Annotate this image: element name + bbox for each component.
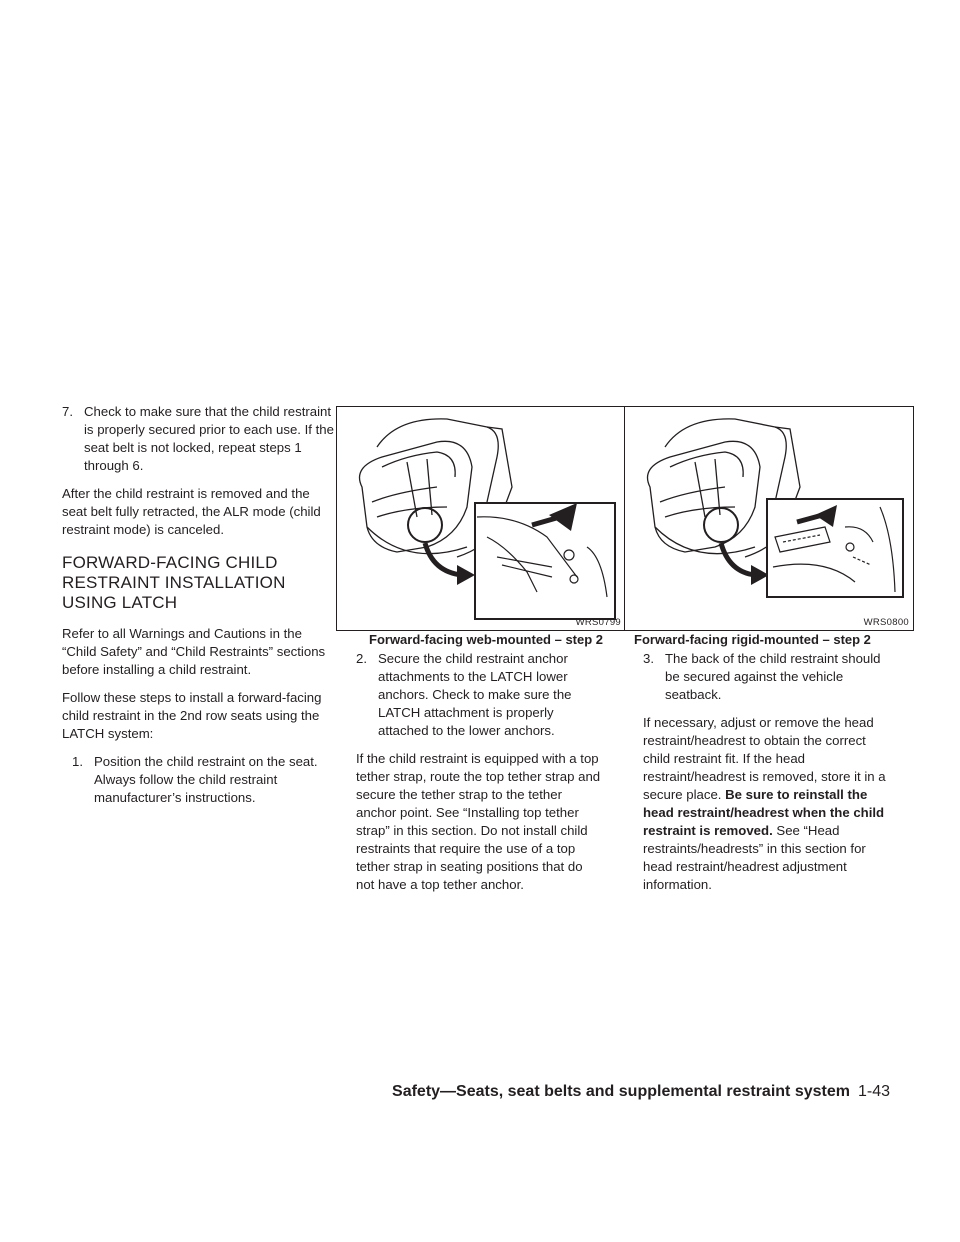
step-2-detail: If the child restraint is equipped with a top tether strap, route the top tether strap and secure the tether strap to the tether anchor point. See “Installing top tether strap” in this section. Do not install child restraints that require the use of a top tether strap in seating positions that do not have a top tether anchor. <box>356 751 601 892</box>
alr-paragraph: After the child restraint is removed and the seat belt fully retracted, the ALR mode (child restraint mode) is canceled. <box>62 486 321 537</box>
step-text: The back of the child restraint should be secured against the vehicle seatback. <box>665 651 881 702</box>
follow-paragraph: Follow these steps to install a forward-facing child restraint in the 2nd row seats using the LATCH system: <box>62 690 322 741</box>
step-3-detail <box>643 714 893 894</box>
step-number: 7. <box>62 404 73 419</box>
step-1 <box>72 753 338 807</box>
step-number: 3. <box>643 651 654 666</box>
page-footer <box>392 1083 890 1101</box>
right-column <box>643 650 893 904</box>
child-seat-illustration <box>625 407 913 629</box>
figure-web-mounted <box>336 406 626 631</box>
page-number: 1-43 <box>857 1083 890 1100</box>
refer-paragraph: Refer to all Warnings and Cautions in the “Child Safety” and “Child Restraints” sections before installing a child restraint. <box>62 626 326 677</box>
step-3-detail-b: See “Head restraints/headrests” in this section for head restraint/headrest adjustment information. <box>643 823 866 892</box>
middle-column <box>356 650 604 904</box>
figure-rigid-mounted <box>624 406 914 631</box>
step-text: Secure the child restraint anchor attachments to the LATCH lower anchors. Check to make sure the LATCH attachment is properly attached to the lower anchors. <box>378 651 572 738</box>
child-seat-illustration <box>337 407 625 629</box>
step-3 <box>643 650 893 704</box>
step-text: Check to make sure that the child restraint is properly secured prior to each use. If the seat belt is not locked, repeat steps 1 through 6. <box>84 404 334 473</box>
step-text: Position the child restraint on the seat. Always follow the child restraint manufacturer’s instructions. <box>94 754 318 805</box>
step-3-warning: Be sure to reinstall the head restraint/headrest when the child restraint is removed. <box>643 787 885 838</box>
section-title: Safety—Seats, seat belts and supplemental restraint system <box>392 1083 850 1100</box>
step-7 <box>62 403 338 475</box>
step-number: 2. <box>356 651 367 666</box>
step-number: 1. <box>72 754 83 769</box>
step-3-detail-a: If necessary, adjust or remove the head restraint/headrest to obtain the correct child restraint fit. If the head restraint/headrest is removed, store it in a secure place. <box>643 715 886 802</box>
left-column <box>62 403 338 817</box>
figure-code: WRS0800 <box>863 617 909 628</box>
step-2 <box>356 650 604 740</box>
section-heading: FORWARD-FACING CHILD RESTRAINT INSTALLATION USING LATCH <box>62 553 286 612</box>
figure-caption-web: Forward-facing web-mounted – step 2 <box>369 632 604 647</box>
figure-caption-rigid: Forward-facing rigid-mounted – step 2 <box>634 632 871 647</box>
figure-code: WRS0799 <box>575 617 621 628</box>
